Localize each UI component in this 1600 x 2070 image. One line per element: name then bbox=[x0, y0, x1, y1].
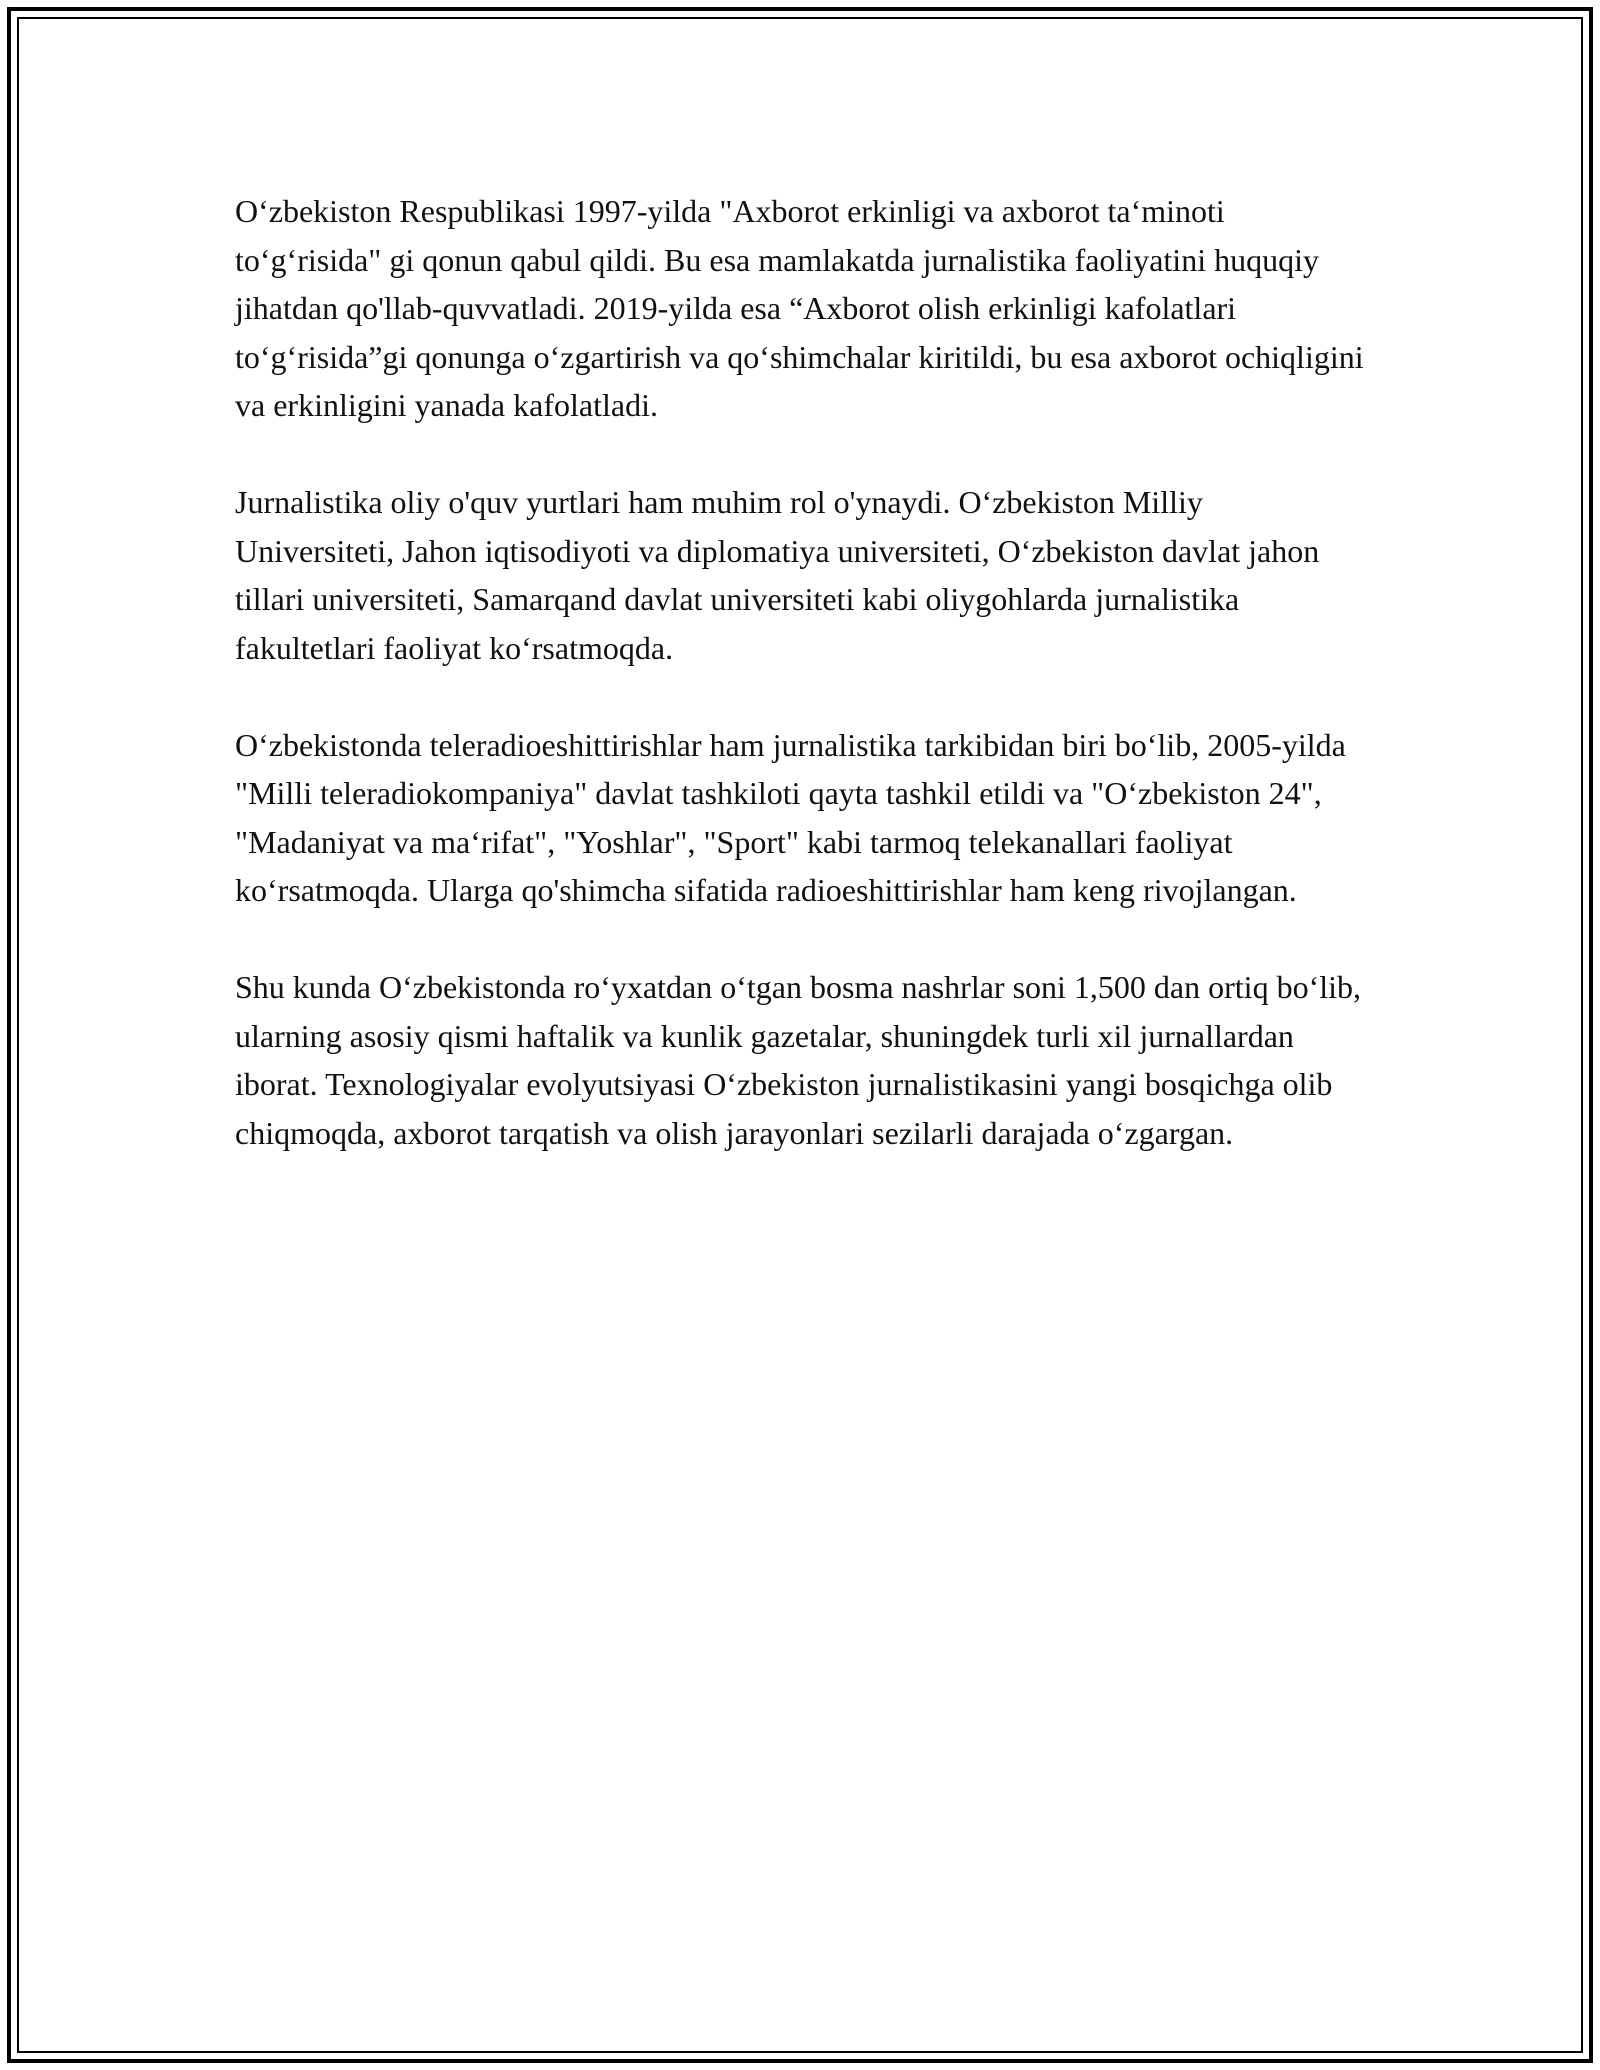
paragraph-1: O‘zbekiston Respublikasi 1997-yilda "Axborot erkinligi va axborot ta‘minoti to‘g‘risida" gi qonun qabul qildi. Bu esa mamlakatda jurnalistika faoliyatini huquqiy jihatdan qo'llab-quvvatladi. 2019-yilda esa “Axborot olish erkinligi kafolatlari to‘g‘risida”gi qonunga o‘zgartirish va qo‘shimchalar kiritildi, bu esa axborot ochiqligini va erkinligini yanada kafolatladi. bbox=[235, 193, 1364, 423]
paragraph-4: Shu kunda O‘zbekistonda ro‘yxatdan o‘tgan bosma nashrlar soni 1,500 dan ortiq bo‘lib, ularning asosiy qismi haftalik va kunlik gazetalar, shuningdek turli xil jurnallardan iborat. Texnologiyalar evolyutsiyasi O‘zbekiston jurnalistikasini yangi bosqichga olib chiqmoqda, axborot tarqatish va olish jarayonlari sezilarli darajada o‘zgargan. bbox=[235, 969, 1361, 1151]
document-body bbox=[235, 187, 1365, 1206]
paragraph-2: Jurnalistika oliy o'quv yurtlari ham muhim rol o'ynaydi. O‘zbekiston Milliy Universiteti, Jahon iqtisodiyoti va diplomatiya universiteti, O‘zbekiston davlat jahon tillari universiteti, Samarqand davlat universiteti kabi oliygohlarda jurnalistika fakultetlari faoliyat ko‘rsatmoqda. bbox=[235, 484, 1320, 666]
paragraph-3: O‘zbekistonda teleradioeshittirishlar ham jurnalistika tarkibidan biri bo‘lib, 2005-yilda "Milli teleradiokompaniya" davlat tashkiloti qayta tashkil etildi va "O‘zbekiston 24", "Madaniyat va ma‘rifat", "Yoshlar", "Sport" kabi tarmoq telekanallari faoliyat ko‘rsatmoqda. Ularga qo'shimcha sifatida radioeshittirishlar ham keng rivojlangan. bbox=[235, 726, 1346, 908]
